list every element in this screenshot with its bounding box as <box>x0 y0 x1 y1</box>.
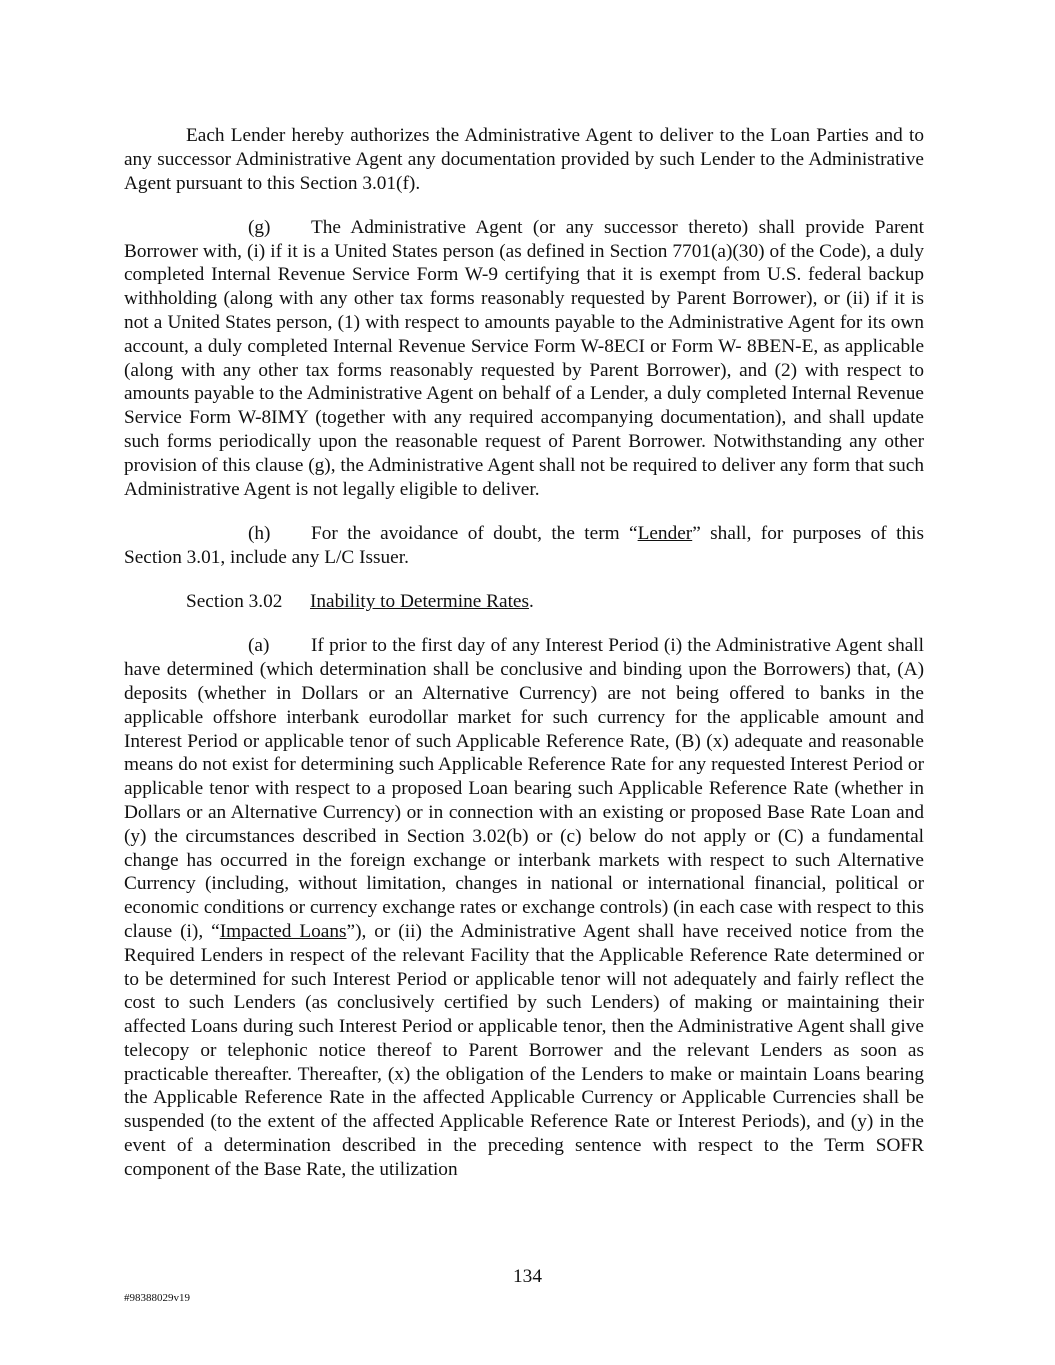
defined-term-impacted-loans: Impacted Loans <box>219 920 347 942</box>
document-id: #98388029v19 <box>124 1292 190 1304</box>
paragraph-a-text-before: If prior to the first day of any Interest Period (i) the Administrative Agent shall have determined (which determination shall be conclusive and binding upon the Borrowers) that, (A) deposits (whether in Dollars or an Alternative Currency) are not being offered to banks in the applicable offshore interbank eurodollar market for such currency for the applicable amount and Interest Period or applicable tenor of such Applicable Reference Rate, (B) (x) adequate and reasonable means do not exist for determining such Applicable Reference Rate for any requested Interest Period or applicable tenor with respect to a proposed Loan bearing such Applicable Reference Rate (whether in Dollars or an Alternative Currency) or in connection with an existing or proposed Base Rate Loan and (y) the circumstances described in Section 3.02(b) or (c) below do not apply or (C) a fundamental change has occurred in the foreign exchange or interbank markets with respect to such Alternative Currency (including, without limitation, changes in national or international financial, political or economic conditions or currency exchange rates or exchange controls) (in each case with respect to this clause (i), “ <box>124 635 924 942</box>
paragraph-h <box>124 522 924 570</box>
document-page <box>124 124 924 1202</box>
defined-term-lender: Lender <box>637 522 693 544</box>
section-title: Inability to Determine Rates <box>310 591 529 613</box>
paragraph-g-text: The Administrative Agent (or any successor thereto) shall provide Parent Borrower with, (i) if it is a United States person (as defined in Section 7701(a)(30) of the Code), a duly completed Internal Revenue Service Form W-9 certifying that it is exempt from U.S. federal backup withholding (along with any other tax forms reasonably requested by Parent Borrower), or (ii) if it is not a United States person, (1) with respect to amounts payable to the Administrative Agent for its own account, a duly completed Internal Revenue Service Form W-8ECI or Form W- 8BEN-E, as applicable (along with any other tax forms reasonably requested by Parent Borrower), and (2) with respect to amounts payable to the Administrative Agent on behalf of a Lender, a duly completed Internal Revenue Service Form W-8IMY (together with any required accompanying documentation), and shall update such forms periodically upon the reasonable request of Parent Borrower. Notwithstanding any other provision of this clause (g), the Administrative Agent shall not be required to deliver any form that such Administrative Agent is not legally eligible to deliver. <box>124 216 924 500</box>
paragraph-a <box>124 634 924 1181</box>
section-number: Section 3.02 <box>186 591 283 613</box>
paragraph-g-label: (g) <box>248 216 271 238</box>
paragraph-g <box>124 216 924 502</box>
section-heading <box>124 590 924 614</box>
paragraph-h-label: (h) <box>248 522 271 544</box>
section-title-period: . <box>529 591 534 613</box>
paragraph-h-text-before: For the avoidance of doubt, the term “ <box>311 522 638 544</box>
page-number: 134 <box>513 1266 542 1287</box>
paragraph-h-text-after: ” shall, for purposes of this Section 3.01, include any L/C Issuer. <box>124 522 924 568</box>
paragraph-a-label: (a) <box>248 635 270 657</box>
paragraph-a-text-after: ”), or (ii) the Administrative Agent shall have received notice from the Required Lenders in respect of the relevant Facility that the Applicable Reference Rate determined or to be determined for such Interest Period or applicable tenor will not adequately and fairly reflect the cost to such Lenders (as conclusively certified by such Lenders) of making or maintaining their affected Loans during such Interest Period or applicable tenor, then the Administrative Agent shall give telecopy or telephonic notice thereof to Parent Borrower and the relevant Lenders as soon as practicable thereafter. Thereafter, (x) the obligation of the Lenders to make or maintain Loans bearing the Applicable Reference Rate in the affected Applicable Currency or Applicable Currencies shall be suspended (to the extent of the affected Applicable Reference Rate or Interest Periods), and (y) in the event of a determination described in the preceding sentence with respect to the Term SOFR component of the Base Rate, the utilization <box>124 920 925 1180</box>
paragraph-f-tail: Each Lender hereby authorizes the Administrative Agent to deliver to the Loan Parties and to any successor Administrative Agent any documentation provided by such Lender to the Administrative Agent pursuant to this Section 3.01(f). <box>124 125 924 194</box>
